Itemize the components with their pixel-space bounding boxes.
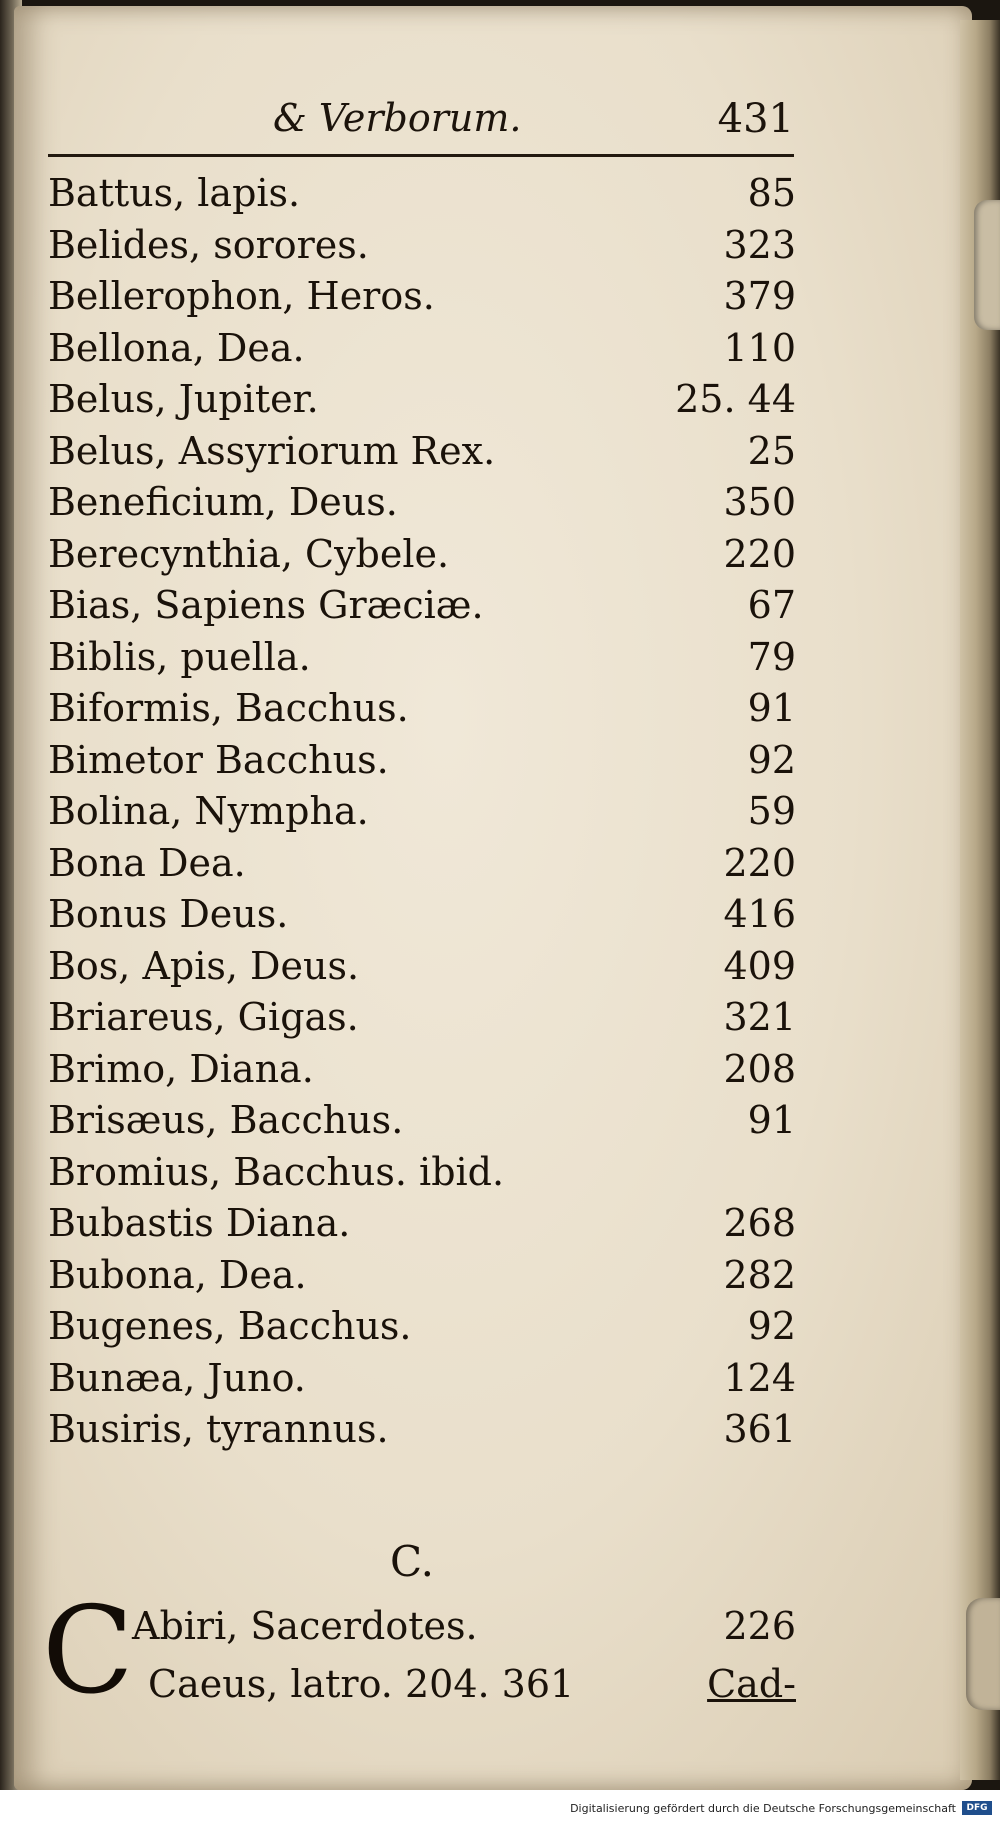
running-header: [48, 96, 794, 148]
entry-name: Brisæus, Bacchus.: [48, 1098, 404, 1142]
section-letter: C.: [390, 1537, 434, 1586]
entry-name: Bromius, Bacchus. ibid.: [48, 1149, 505, 1194]
entry-name: Belides, sorores.: [48, 222, 369, 267]
thumb-bottom: [966, 1598, 1000, 1710]
entry-page: 25. 44: [675, 377, 796, 421]
index-entry: [48, 323, 796, 375]
index-entry: [48, 1404, 796, 1456]
index-entry: [48, 838, 796, 890]
entry-name: Berecynthia, Cybele.: [48, 531, 450, 576]
digitization-footer: [0, 1790, 1000, 1831]
entry-page: 220: [723, 531, 796, 576]
index-entry-c1: [132, 1600, 796, 1652]
index-entry: [48, 941, 796, 993]
entry-name: Brimo, Diana.: [48, 1046, 314, 1091]
index-entry: [48, 1353, 796, 1405]
entry-page: 323: [723, 222, 796, 267]
entry-name: Busiris, tyrannus.: [48, 1407, 389, 1451]
entry-page: 25: [747, 428, 796, 473]
entry-page: 282: [723, 1252, 796, 1297]
entry-page: 409: [723, 943, 796, 988]
entry-page: 59: [747, 789, 796, 833]
index-entry: [48, 683, 796, 735]
index-entry: [48, 220, 796, 272]
index-entry: [48, 992, 796, 1044]
entry-name: Belus, Assyriorum Rex.: [48, 428, 496, 473]
entry-name: Abiri, Sacerdotes.: [132, 1604, 478, 1648]
entry-name: Bos, Apis, Deus.: [48, 943, 360, 988]
index-entry: [48, 1301, 796, 1353]
entry-page: 79: [747, 634, 796, 679]
entry-name: Bias, Sapiens Græciæ.: [48, 583, 484, 627]
entry-page: 321: [723, 995, 796, 1039]
entry-name: Bugenes, Bacchus.: [48, 1304, 412, 1348]
entry-name: Bellerophon, Heros.: [48, 274, 435, 318]
entry-page: 91: [747, 686, 796, 730]
entry-name: Briareus, Gigas.: [48, 995, 359, 1039]
entry-name: Bona Dea.: [48, 840, 246, 885]
entry-page: 92: [747, 737, 796, 782]
entry-name: Biblis, puella.: [48, 634, 311, 679]
entry-page: 226: [723, 1604, 796, 1648]
entry-page: 220: [723, 840, 796, 885]
index-entry: [48, 1044, 796, 1096]
entry-page: 208: [723, 1046, 796, 1091]
entry-name: Caeus, latro. 204. 361: [148, 1662, 575, 1706]
entry-page: 379: [723, 274, 796, 318]
index-entry: [48, 1095, 796, 1147]
entry-name: Battus, lapis.: [48, 171, 301, 215]
entry-page: 92: [747, 1304, 796, 1348]
index-entry: [48, 168, 796, 220]
index-entry: [48, 735, 796, 787]
entry-name: Bellona, Dea.: [48, 325, 305, 370]
index-entry-c2: [148, 1658, 796, 1710]
entry-page: 361: [723, 1407, 796, 1451]
entry-name: Beneficium, Deus.: [48, 480, 398, 524]
index-entry: [48, 477, 796, 529]
index-entries: [48, 168, 796, 1456]
entry-name: Biformis, Bacchus.: [48, 686, 409, 730]
entry-page: 85: [747, 171, 796, 215]
entry-page: 416: [723, 892, 796, 936]
entry-name: Bolina, Nympha.: [48, 789, 369, 833]
dropcap-letter: C: [42, 1582, 134, 1721]
entry-name: Bimetor Bacchus.: [48, 737, 389, 782]
index-entry: [48, 1147, 796, 1199]
footer-credit: Digitalisierung gefördert durch die Deutsche Forschungsgemeinschaft: [570, 1802, 956, 1815]
entry-name: Belus, Jupiter.: [48, 377, 319, 421]
index-entry: [48, 1198, 796, 1250]
entry-name: Bubona, Dea.: [48, 1252, 307, 1297]
index-entry: [48, 426, 796, 478]
index-entry: [48, 889, 796, 941]
entry-name: Bubastis Diana.: [48, 1201, 351, 1245]
entry-name: Bunæa, Juno.: [48, 1355, 306, 1400]
header-title: & Verborum.: [273, 96, 522, 140]
header-rule: [48, 154, 794, 157]
entry-page: 124: [723, 1355, 796, 1400]
index-entry: [48, 271, 796, 323]
entry-page: 268: [723, 1201, 796, 1245]
entry-page: 67: [747, 583, 796, 627]
catchword: Cad-: [707, 1662, 796, 1706]
index-entry: [48, 580, 796, 632]
thumb-top: [974, 200, 1000, 330]
entry-page: 91: [747, 1098, 796, 1142]
index-entry: [48, 529, 796, 581]
index-entry: [48, 632, 796, 684]
index-entry: [48, 1250, 796, 1302]
entry-page: 350: [723, 480, 796, 524]
entry-name: Bonus Deus.: [48, 892, 289, 936]
dfg-logo: DFG: [962, 1801, 992, 1815]
index-entry: [48, 374, 796, 426]
entry-page: 110: [723, 325, 796, 370]
index-entry: [48, 786, 796, 838]
header-page-number: 431: [717, 96, 794, 142]
